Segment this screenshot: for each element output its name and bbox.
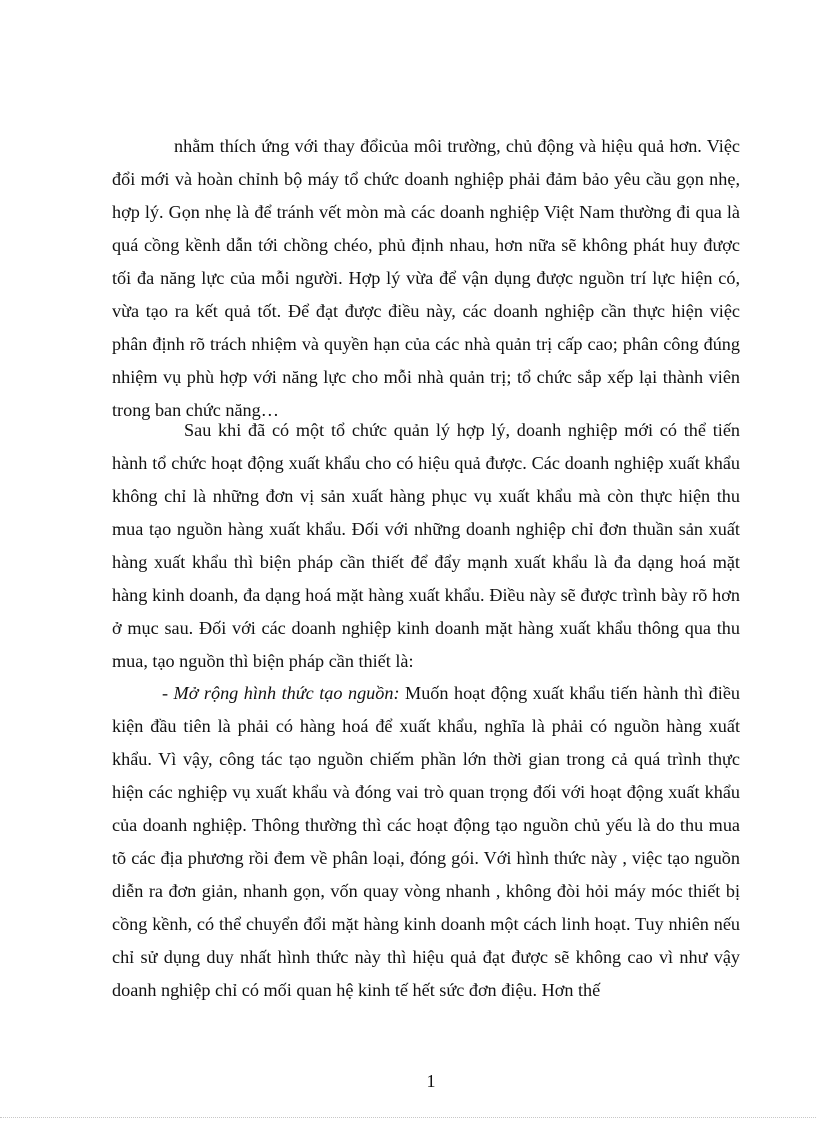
page-number: 1 [426,1071,436,1091]
paragraph-source-expansion [112,677,740,1007]
paragraph-organization-structure: nhằm thích ứng với thay đổicủa môi trường, chủ động và hiệu quả hơn. Việc đổi mới và hoàn chỉnh bộ máy tổ chức doanh nghiệp phải đảm bảo yêu cầu gọn nhẹ, hợp lý. Gọn nhẹ là để tránh vết mòn mà các doanh nghiệp Việt Nam thường đi qua là quá cồng kềnh dẫn tới chồng chéo, phủ định nhau, hơn nữa sẽ không phát huy được tối đa năng lực của mỗi người. Hợp lý vừa để vận dụng được nguồn trí lực hiện có, vừa tạo ra kết quả tốt. Để đạt được điều này, các doanh nghiệp cần thực hiện việc phân định rõ trách nhiệm và quyền hạn của các nhà quản trị cấp cao; phân công đúng nhiệm vụ phù hợp với năng lực cho mỗi nhà quản trị; tổ chức sắp xếp lại thành viên trong ban chức năng… [112,136,740,420]
paragraph-lead-heading: - Mở rộng hình thức tạo nguồn: [162,683,400,703]
paragraph-export-activities: Sau khi đã có một tổ chức quản lý hợp lý, doanh nghiệp mới có thể tiến hành tổ chức hoạt động xuất khẩu cho có hiệu quả được. Các doanh nghiệp xuất khẩu không chỉ là những đơn vị sản xuất hàng phục vụ xuất khẩu mà còn thực hiện thu mua tạo nguồn hàng xuất khẩu. Đối với những doanh nghiệp chỉ đơn thuần sản xuất hàng xuất khẩu thì biện pháp cần thiết để đẩy mạnh xuất khẩu là đa dạng hoá mặt hàng kinh doanh, đa dạng hoá mặt hàng xuất khẩu. Điều này sẽ được trình bày rõ hơn ở mục sau. Đối với các doanh nghiệp kinh doanh mặt hàng xuất khẩu thông qua thu mua, tạo nguồn thì biện pháp cần thiết là: [112,420,740,671]
page-bottom-divider [0,1117,816,1118]
paragraph-body-text: Muốn hoạt động xuất khẩu tiến hành thì điều kiện đầu tiên là phải có hàng hoá để xuất khẩu, nghĩa là phải có nguồn hàng xuất khẩu. Vì vậy, công tác tạo nguồn chiếm phần lớn thời gian trong cả quá trình thực hiện các nghiệp vụ xuất khẩu và đóng vai trò quan trọng đối với hoạt động xuất khẩu của doanh nghiệp. Thông thường thì các hoạt động tạo nguồn chủ yếu là do thu mua tõ các địa phương rồi đem về phân loại, đóng gói. Với hình thức này , việc tạo nguồn diễn ra đơn giản, nhanh gọn, vốn quay vòng nhanh , không đòi hỏi máy móc thiết bị cồng kềnh, có thể chuyển đổi mặt hàng kinh doanh một cách linh hoạt. Tuy nhiên nếu chỉ sử dụng duy nhất hình thức này thì hiệu quả đạt được sẽ không cao vì như vậy doanh nghiệp chỉ có mối quan hệ kinh tế hết sức đơn điệu. Hơn thế [112,683,740,1000]
